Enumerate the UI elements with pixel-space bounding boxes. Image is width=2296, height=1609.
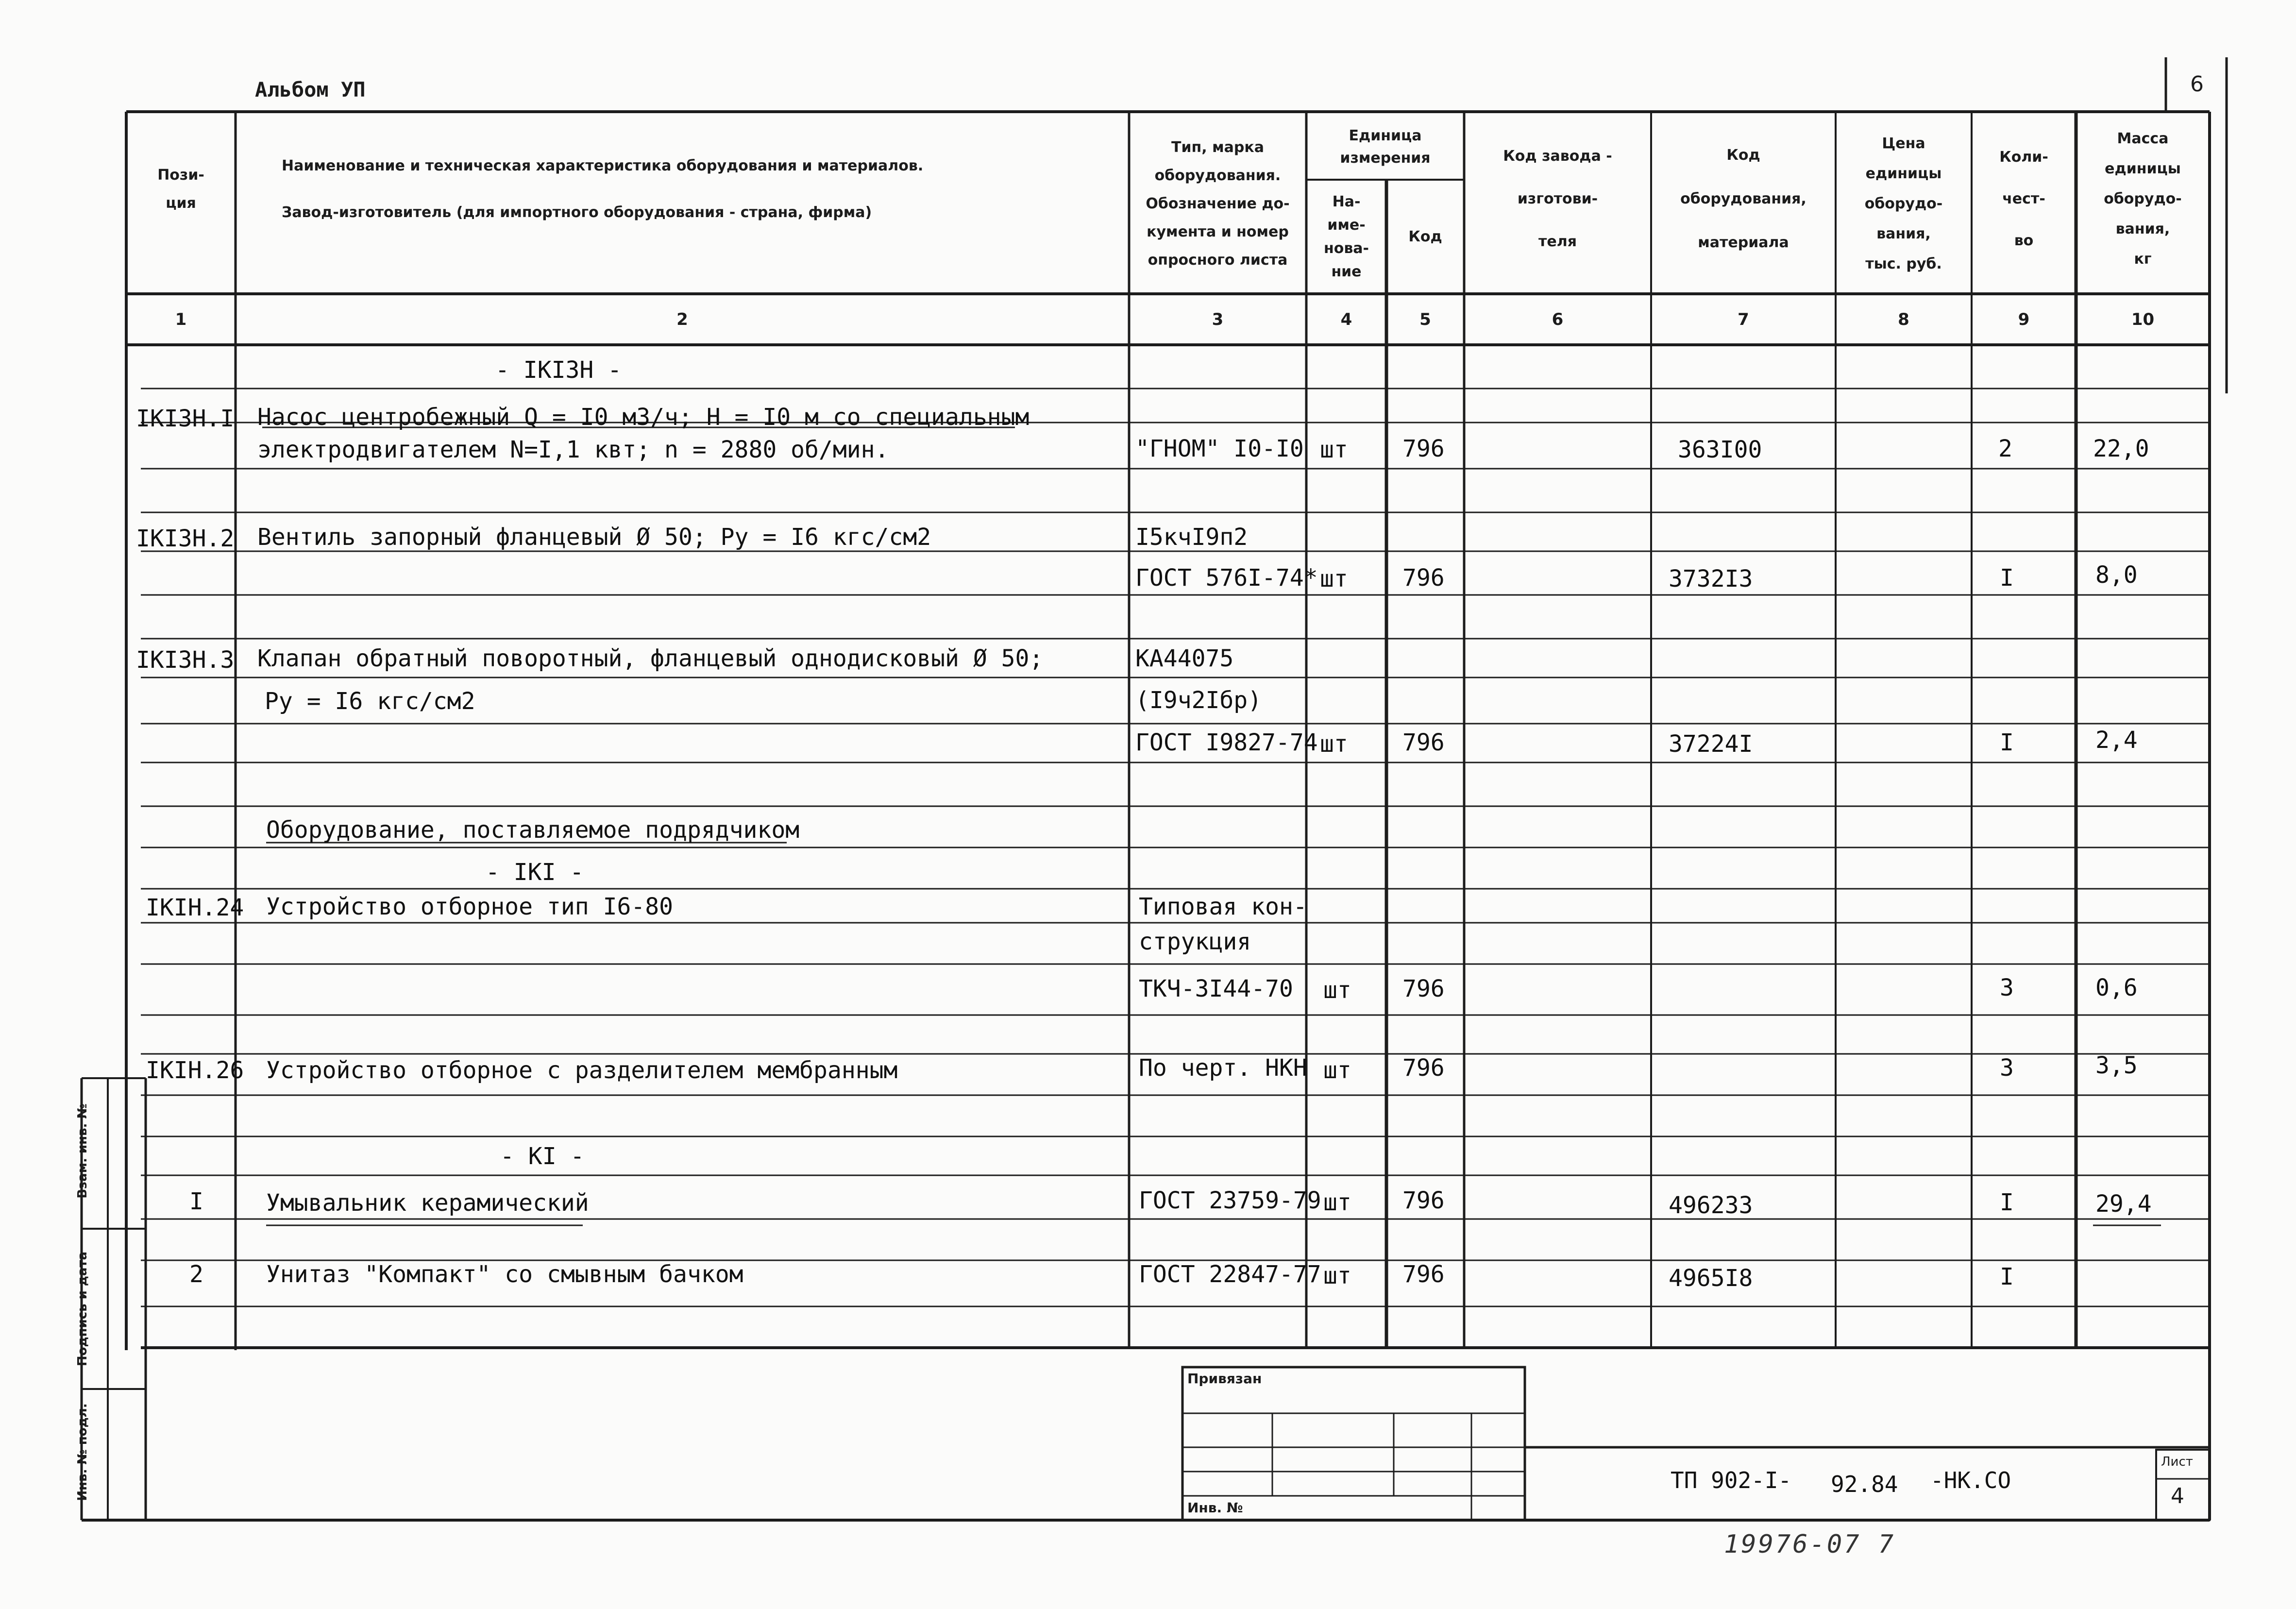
quantity: I bbox=[2000, 729, 2014, 756]
unit-code: 796 bbox=[1402, 729, 1445, 756]
col-number-9: 9 bbox=[2018, 309, 2030, 329]
item-name-check-valve-pressure: Ру = I6 кгс/см2 bbox=[265, 688, 475, 715]
equipment-code: 37224I bbox=[1669, 730, 1753, 758]
section-contractor-equipment: Оборудование, поставляемое подрядчиком bbox=[266, 816, 800, 844]
header-unit: Единица измерения bbox=[1340, 127, 1431, 167]
item-name-membrane-device: Устройство отборное с разделителем мембранным bbox=[266, 1057, 898, 1084]
sidebar-replacement-inventory: Взам. инв. № bbox=[75, 1103, 90, 1199]
album-label: Альбом УП bbox=[255, 78, 366, 102]
mass: 3,5 bbox=[2095, 1052, 2138, 1079]
col-number-8: 8 bbox=[1898, 309, 1909, 329]
equipment-code: 363I00 bbox=[1678, 436, 1762, 463]
item-type-drawing: По черт. НКН bbox=[1139, 1054, 1307, 1082]
unit-code: 796 bbox=[1402, 435, 1445, 462]
item-standard-sampling-device: ТКЧ-3I44-70 bbox=[1139, 975, 1293, 1002]
section-title-ki: - KI - bbox=[500, 1143, 585, 1170]
unit-name: шт bbox=[1323, 1057, 1351, 1084]
item-type-valve: I5кчI9п2 bbox=[1135, 524, 1248, 551]
position-ikih-26: IKIH.26 bbox=[146, 1057, 244, 1084]
header-mass: Масса единицы оборудо- вания, кг bbox=[2104, 130, 2182, 268]
equipment-code: 496233 bbox=[1669, 1192, 1753, 1219]
handwritten-number: 19976-07 7 bbox=[1724, 1530, 1896, 1559]
item-type-pump: "ГНОМ" I0-I0 bbox=[1135, 435, 1304, 462]
col-number-6: 6 bbox=[1552, 309, 1564, 329]
position-iki3h-3: IKI3H.3 bbox=[136, 646, 235, 674]
mass: 8,0 bbox=[2095, 561, 2138, 589]
header-name: Наименование и техническая характеристика оборудования и материалов. Завод-изготовитель (для импортного оборудования - страна, фирма) bbox=[282, 157, 924, 221]
position-iki3h-2: IKI3H.2 bbox=[136, 525, 235, 552]
unit-code: 796 bbox=[1402, 1054, 1445, 1082]
document-code-number: 92.84 bbox=[1831, 1471, 1898, 1497]
section-title-iki: - IKI - bbox=[486, 859, 584, 886]
bound-label: Привязан bbox=[1187, 1371, 1262, 1387]
quantity: 3 bbox=[2000, 974, 2014, 1001]
mass: 2,4 bbox=[2095, 727, 2138, 754]
mass: 29,4 bbox=[2095, 1190, 2152, 1218]
quantity: 2 bbox=[1998, 435, 2012, 462]
unit-code: 796 bbox=[1402, 1187, 1445, 1214]
unit-name: шт bbox=[1323, 977, 1351, 1004]
sheet-label: Лист bbox=[2161, 1455, 2193, 1469]
header-quantity: Коли- чест- во bbox=[1999, 149, 2048, 249]
header-price: Цена единицы оборудо- вания, тыс. руб. bbox=[1864, 135, 1943, 272]
item-name-valve: Вентиль запорный фланцевый Ø 50; Ру = I6 кгс/см2 bbox=[257, 524, 931, 551]
inventory-label: Инв. № bbox=[1187, 1500, 1243, 1516]
header-equipment-code: Код оборудования, материала bbox=[1680, 147, 1806, 251]
col-number-10: 10 bbox=[2131, 309, 2155, 329]
unit-name: шт bbox=[1323, 1189, 1351, 1216]
mass: 22,0 bbox=[2093, 435, 2149, 462]
document-code-prefix: ТП 902-I- bbox=[1671, 1467, 1792, 1493]
item-type-typical-cont: струкция bbox=[1139, 928, 1251, 955]
page-number: 6 bbox=[2190, 72, 2204, 97]
item-name-pump: Насос центробежный Q = I0 м3/ч; H = I0 м со специальным bbox=[257, 404, 1030, 431]
position-ikih-24: IKIH.24 bbox=[146, 894, 244, 921]
item-name-toilet: Унитаз "Компакт" со смывным бачком bbox=[266, 1261, 743, 1288]
col-number-7: 7 bbox=[1738, 309, 1749, 329]
section-title-iki3h: - IKI3H - bbox=[495, 356, 622, 384]
equipment-code: 4965I8 bbox=[1669, 1265, 1753, 1292]
item-type-typical: Типовая кон- bbox=[1139, 893, 1307, 920]
quantity: I bbox=[2000, 1189, 2014, 1216]
position-iki3h-1: IKI3H.I bbox=[136, 405, 235, 432]
col-number-1: 1 bbox=[175, 309, 187, 329]
item-standard-washbasin: ГОСТ 23759-79 bbox=[1139, 1187, 1321, 1214]
unit-name: шт bbox=[1320, 730, 1348, 758]
item-name-pump-motor: электродвигателем N=I,1 квт; n = 2880 об/мин. bbox=[257, 436, 889, 463]
sidebar-signature-date: Подпись и дата bbox=[75, 1251, 90, 1367]
item-standard-check-valve: ГОСТ I9827-74 bbox=[1135, 729, 1318, 756]
unit-code: 796 bbox=[1402, 564, 1445, 592]
col-number-2: 2 bbox=[676, 309, 688, 329]
item-name-washbasin: Умывальник керамический bbox=[266, 1189, 589, 1217]
header-position: Пози- ция bbox=[157, 167, 204, 212]
item-name-sampling-device: Устройство отборное тип I6-80 bbox=[266, 893, 674, 920]
col-number-3: 3 bbox=[1212, 309, 1224, 329]
quantity: I bbox=[2000, 1263, 2014, 1290]
unit-name: шт bbox=[1320, 436, 1348, 463]
item-name-check-valve: Клапан обратный поворотный, фланцевый однодисковый Ø 50; bbox=[257, 645, 1044, 672]
header-type: Тип, марка оборудования. Обозначение до- кумента и номер опросного листа bbox=[1146, 139, 1290, 269]
unit-code: 796 bbox=[1402, 1261, 1445, 1288]
sheet-number: 4 bbox=[2171, 1484, 2184, 1508]
mass: 0,6 bbox=[2095, 974, 2138, 1001]
position-2: 2 bbox=[189, 1261, 203, 1288]
col-number-5: 5 bbox=[1419, 309, 1431, 329]
position-1: I bbox=[189, 1188, 203, 1215]
item-type-check-valve: КА44075 bbox=[1135, 645, 1234, 672]
item-standard-toilet: ГОСТ 22847-77 bbox=[1139, 1261, 1321, 1288]
unit-name: шт bbox=[1323, 1262, 1351, 1289]
document-code-suffix: -НК.СО bbox=[1930, 1467, 2011, 1493]
header-factory-code: Код завода - изготови- теля bbox=[1503, 148, 1612, 250]
header-unit-code: Код bbox=[1408, 228, 1442, 245]
item-type-check-valve-code: (I9ч2Iбр) bbox=[1135, 687, 1262, 714]
quantity: 3 bbox=[2000, 1054, 2014, 1082]
unit-code: 796 bbox=[1402, 975, 1445, 1002]
sidebar-original-inventory: Инв. № подл. bbox=[75, 1403, 90, 1501]
col-number-4: 4 bbox=[1340, 309, 1352, 329]
header-unit-name: На- име- нова- ние bbox=[1323, 193, 1369, 280]
unit-name: шт bbox=[1320, 565, 1348, 593]
quantity: I bbox=[2000, 564, 2014, 592]
equipment-code: 3732I3 bbox=[1669, 565, 1753, 593]
item-standard-valve: ГОСТ 576I-74* bbox=[1135, 564, 1318, 592]
